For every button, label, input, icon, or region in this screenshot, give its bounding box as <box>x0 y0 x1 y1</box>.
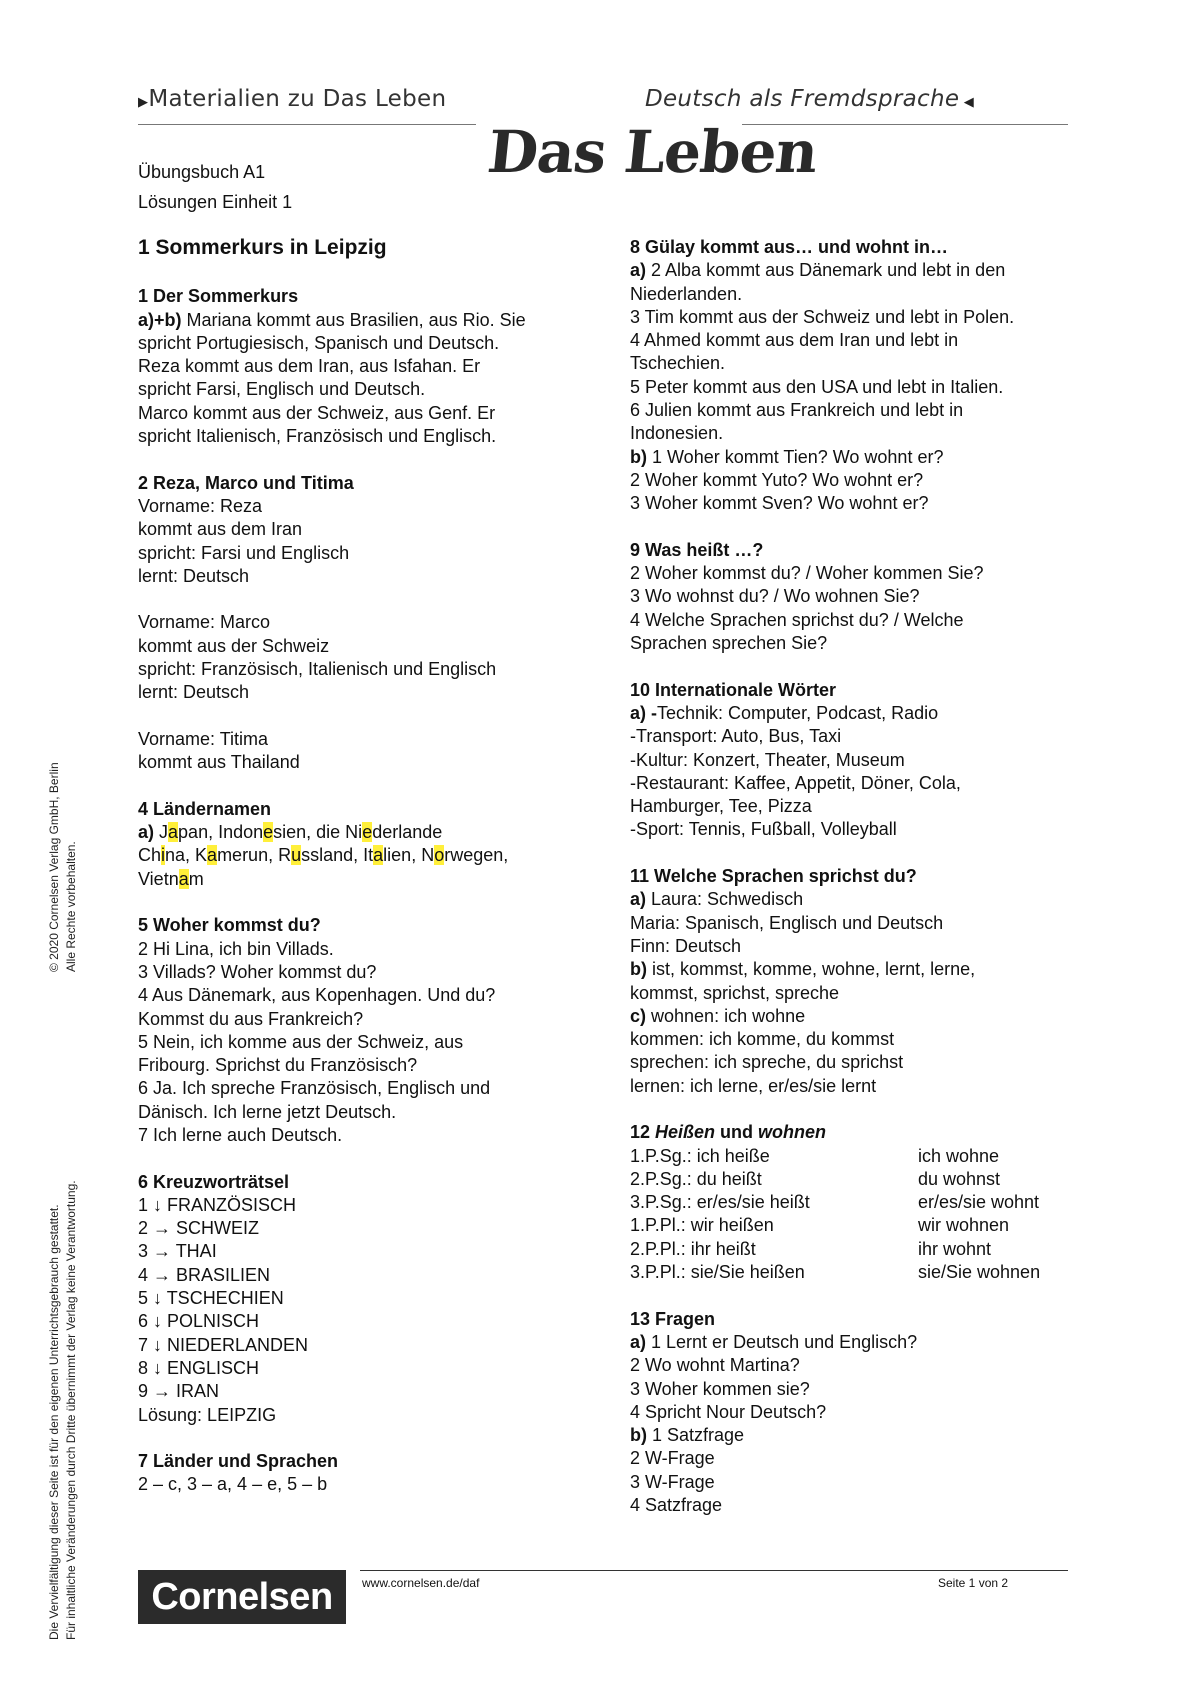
answer-line <box>138 821 578 844</box>
footer-url[interactable]: www.cornelsen.de/daf <box>362 1576 480 1590</box>
exercise-title: 5 Woher kommst du? <box>138 915 321 936</box>
answer-line: 8 ↓ ENGLISCH <box>138 1357 260 1378</box>
conjugation-cell: sie/Sie wohnen <box>918 1262 1041 1283</box>
answer-line: 2 Hi Lina, ich bin Villads. <box>138 938 334 959</box>
answer-line <box>630 446 1090 469</box>
answer-text: ist, kommst, komme, wohne, lernt, lerne, <box>647 959 976 980</box>
answer-line: spricht: Französisch, Italienisch und Englisch <box>138 659 497 680</box>
text-segment: J <box>154 822 169 843</box>
answer-line: Indonesien. <box>630 423 724 444</box>
answer-line: 4 → BRASILIEN <box>138 1264 271 1285</box>
text-segment: derlande <box>372 822 443 843</box>
answer-label: a) <box>138 822 155 843</box>
answer-text: 1 Woher kommt Tien? Wo wohnt er? <box>647 446 944 467</box>
answer-line: 3 Tim kommt aus der Schweiz und lebt in Polen. <box>630 306 1015 327</box>
answer-line: kommt aus dem Iran <box>138 519 303 540</box>
header-right-text: Deutsch als Fremdsprache <box>644 86 960 112</box>
exercise-title: 10 Internationale Wörter <box>630 679 837 700</box>
highlighted-letter: a <box>373 845 384 866</box>
text-segment: na, K <box>165 845 208 866</box>
answer-line: 5 Peter kommt aus den USA und lebt in Italien. <box>630 376 1004 397</box>
answer-line: Fribourg. Sprichst du Französisch? <box>138 1055 418 1076</box>
answer-label: b) <box>630 959 647 980</box>
answer-line <box>630 702 1090 725</box>
highlighted-letter: a <box>168 822 179 843</box>
answer-line <box>630 259 1090 282</box>
highlighted-letter: u <box>291 845 302 866</box>
exercise-title: 8 Gülay kommt aus… und wohnt in… <box>630 237 949 257</box>
answer-line: Hamburger, Tee, Pizza <box>630 796 812 817</box>
conjugation-cell: wir wohnen <box>918 1215 1010 1236</box>
answer-line: 6 ↓ POLNISCH <box>138 1311 260 1332</box>
right-column <box>630 236 1090 1541</box>
answer-line: 7 Ich lerne auch Deutsch. <box>138 1124 343 1145</box>
answer-line: spricht Portugiesisch, Spanisch und Deutsch. <box>138 332 500 353</box>
title-word: Heißen <box>655 1122 716 1143</box>
answer-text: wohnen: ich wohne <box>646 1005 806 1026</box>
text-segment: merun, R <box>217 845 292 866</box>
answer-line: lernt: Deutsch <box>138 565 250 586</box>
exercise-10 <box>630 679 1090 842</box>
cornelsen-logo: Cornelsen <box>138 1570 346 1624</box>
answer-line <box>138 868 578 891</box>
conjugation-table <box>630 1145 1090 1285</box>
triangle-left-icon: ◀ <box>959 95 974 110</box>
answer-line: Sprachen sprechen Sie? <box>630 633 828 654</box>
answer-text: Technik: Computer, Podcast, Radio <box>657 702 939 723</box>
answer-line: 7 ↓ NIEDERLANDEN <box>138 1334 309 1355</box>
answer-line: Tschechien. <box>630 353 726 374</box>
left-column <box>138 236 578 1520</box>
header-left-rule <box>138 124 476 125</box>
header-right <box>645 86 974 112</box>
answer-line: kommt aus Thailand <box>138 752 300 773</box>
text-segment: lien, N <box>383 845 435 866</box>
exercise-title <box>630 1121 1090 1144</box>
text-segment: Vietn <box>138 868 179 889</box>
answer-line: Vorname: Reza <box>138 495 263 516</box>
answer-line: kommt aus der Schweiz <box>138 635 330 656</box>
highlighted-letter: o <box>434 845 445 866</box>
usage-line: Für inhaltliche Veränderungen durch Dritte übernimmt der Verlag keine Verantwortung. <box>64 1180 78 1640</box>
subtitle-unit: Lösungen Einheit 1 <box>138 192 293 212</box>
title-word: wohnen <box>758 1122 827 1143</box>
answer-line: 2 – c, 3 – a, 4 – e, 5 – b <box>138 1474 328 1495</box>
answer-line: Reza kommt aus dem Iran, aus Isfahan. Er <box>138 356 481 377</box>
exercise-12 <box>630 1121 1090 1284</box>
highlighted-letter: e <box>263 822 274 843</box>
answer-line: 4 Ahmed kommt aus dem Iran und lebt in <box>630 330 959 351</box>
exercise-title: 1 Der Sommerkurs <box>138 286 299 307</box>
exercise-1 <box>138 285 578 448</box>
exercise-5 <box>138 914 578 1147</box>
text-segment: m <box>188 868 204 889</box>
answer-line: spricht Farsi, Englisch und Deutsch. <box>138 379 426 400</box>
answer-text: 1 Lernt er Deutsch und Englisch? <box>646 1331 918 1352</box>
answer-line <box>630 1424 1090 1447</box>
answer-line: Finn: Deutsch <box>630 935 742 956</box>
answer-line: 5 Nein, ich komme aus der Schweiz, aus <box>138 1031 464 1052</box>
das-leben-logo: Das Leben <box>484 118 821 186</box>
answer-line: kommst, sprichst, spreche <box>630 982 840 1003</box>
exercise-9 <box>630 539 1090 655</box>
answer-line: Vorname: Titima <box>138 728 269 749</box>
conjugation-cell: 1.P.Pl.: wir heißen <box>630 1215 774 1236</box>
answer-line: 2 Woher kommt Yuto? Wo wohnt er? <box>630 469 924 490</box>
highlighted-letter: a <box>207 845 218 866</box>
exercise-8 <box>630 236 1090 516</box>
exercise-title: 7 Länder und Sprachen <box>138 1451 339 1472</box>
answer-line: Maria: Spanisch, Englisch und Deutsch <box>630 912 944 933</box>
conjugation-cell: 2.P.Pl.: ihr heißt <box>630 1238 756 1259</box>
answer-line: 3 Wo wohnst du? / Wo wohnen Sie? <box>630 586 920 607</box>
answer-line: -Transport: Auto, Bus, Taxi <box>630 726 842 747</box>
conjugation-cell: 1.P.Sg.: ich heiße <box>630 1145 770 1166</box>
answer-line: kommen: ich komme, du kommst <box>630 1029 895 1050</box>
header-left <box>138 86 446 112</box>
answer-line: -Restaurant: Kaffee, Appetit, Döner, Cola, <box>630 772 961 793</box>
exercise-title: 11 Welche Sprachen sprichst du? <box>630 866 917 887</box>
usage-line: Die Vervielfältigung dieser Seite ist für den eigenen Unterrichtsgebrauch gestattet. <box>47 1204 61 1640</box>
exercise-7 <box>138 1450 578 1497</box>
exercise-11 <box>630 865 1090 1098</box>
answer-text: Laura: Schwedisch <box>646 889 804 910</box>
answer-text: 2 Alba kommt aus Dänemark und lebt in den <box>646 260 1006 281</box>
answer-text: 1 Satzfrage <box>647 1425 745 1446</box>
text-segment: ssland, It <box>301 845 374 866</box>
answer-line: -Sport: Tennis, Fußball, Volleyball <box>630 819 897 840</box>
conjugation-cell: 2.P.Sg.: du heißt <box>630 1168 762 1189</box>
answer-line: 6 Ja. Ich spreche Französisch, Englisch und <box>138 1078 491 1099</box>
exercise-13 <box>630 1308 1090 1518</box>
conjugation-cell: ihr wohnt <box>918 1238 992 1259</box>
answer-line <box>630 1005 1090 1028</box>
footer-rule <box>360 1570 1068 1571</box>
conjugation-cell: 3.P.Sg.: er/es/sie heißt <box>630 1192 810 1213</box>
text-segment: pan, Indon <box>178 822 264 843</box>
triangle-right-icon: ▶ <box>138 95 149 110</box>
conjugation-cell: ich wohne <box>918 1145 1000 1166</box>
answer-label: a)+b) <box>138 309 182 330</box>
answer-line: lernen: ich lerne, er/es/sie lernt <box>630 1075 877 1096</box>
answer-line: 3 W-Frage <box>630 1471 715 1492</box>
answer-text: Mariana kommt aus Brasilien, aus Rio. Sie <box>181 309 526 330</box>
subtitle-book: Übungsbuch A1 <box>138 162 266 182</box>
text-segment: rwegen, <box>444 845 509 866</box>
answer-label: a) <box>630 260 647 281</box>
text-segment: sien, die Ni <box>273 822 363 843</box>
highlighted-letter: e <box>362 822 373 843</box>
conjugation-cell: er/es/sie wohnt <box>918 1192 1040 1213</box>
answer-label: a) <box>630 1331 647 1352</box>
answer-line: 3 Woher kommen sie? <box>630 1378 810 1399</box>
exercise-title: 9 Was heißt …? <box>630 539 764 560</box>
answer-line: 2 Wo wohnt Martina? <box>630 1355 800 1376</box>
answer-label: b) <box>630 1425 647 1446</box>
usage-notice <box>46 1180 80 1640</box>
answer-line <box>630 958 1090 981</box>
answer-label: a) - <box>630 702 657 723</box>
answer-line: 9 → IRAN <box>138 1381 220 1402</box>
answer-line: Lösung: LEIPZIG <box>138 1404 277 1425</box>
section-title: 1 Sommerkurs in Leipzig <box>138 236 387 259</box>
page-number: Seite 1 von 2 <box>938 1576 1009 1590</box>
answer-line <box>630 1331 1090 1354</box>
answer-line <box>138 309 578 332</box>
conjugation-cell: 3.P.Pl.: sie/Sie heißen <box>630 1262 805 1283</box>
answer-line: 4 Welche Sprachen sprichst du? / Welche <box>630 609 964 630</box>
answer-line <box>138 844 578 867</box>
answer-label: a) <box>630 889 647 910</box>
exercise-title: 2 Reza, Marco und Titima <box>138 472 354 493</box>
title-number: 12 <box>630 1122 656 1143</box>
answer-line: -Kultur: Konzert, Theater, Museum <box>630 749 905 770</box>
answer-line: 5 ↓ TSCHECHIEN <box>138 1288 284 1309</box>
header-left-text: Materialien zu Das Leben <box>148 86 447 112</box>
answer-line: Dänisch. Ich lerne jetzt Deutsch. <box>138 1101 397 1122</box>
answer-line: 3 → THAI <box>138 1241 217 1262</box>
exercise-title: 4 Ländernamen <box>138 798 272 819</box>
copyright-notice <box>46 762 80 972</box>
answer-line: 4 Spricht Nour Deutsch? <box>630 1401 827 1422</box>
answer-line: 4 Satzfrage <box>630 1495 723 1516</box>
conjugation-cell: du wohnst <box>918 1168 1001 1189</box>
answer-line: 2 W-Frage <box>630 1448 715 1469</box>
copyright-line: Alle Rechte vorbehalten. <box>64 841 78 972</box>
answer-line: 2 → SCHWEIZ <box>138 1218 260 1239</box>
answer-label: b) <box>630 446 647 467</box>
answer-line: Kommst du aus Frankreich? <box>138 1008 364 1029</box>
copyright-line: © 2020 Cornelsen Verlag GmbH, Berlin <box>47 762 61 972</box>
answer-line: 6 Julien kommt aus Frankreich und lebt in <box>630 400 964 421</box>
answer-line: Marco kommt aus der Schweiz, aus Genf. Er <box>138 402 496 423</box>
title-connector: und <box>715 1122 759 1143</box>
answer-line: Niederlanden. <box>630 283 743 304</box>
answer-line: 3 Woher kommt Sven? Wo wohnt er? <box>630 493 929 514</box>
answer-line: spricht Italienisch, Französisch und Englisch. <box>138 426 497 447</box>
exercise-4 <box>138 798 578 891</box>
answer-line <box>630 888 1090 911</box>
answer-line: spricht: Farsi und Englisch <box>138 542 350 563</box>
answer-line: 3 Villads? Woher kommst du? <box>138 961 377 982</box>
exercise-6 <box>138 1171 578 1427</box>
answer-label: c) <box>630 1005 647 1026</box>
answer-line: lernt: Deutsch <box>138 682 250 703</box>
highlighted-letter: i <box>161 845 166 866</box>
highlighted-letter: a <box>178 868 189 889</box>
answer-line: sprechen: ich spreche, du sprichst <box>630 1052 904 1073</box>
exercise-2 <box>138 472 578 775</box>
exercise-title: 6 Kreuzworträtsel <box>138 1171 290 1192</box>
answer-line: 1 ↓ FRANZÖSISCH <box>138 1194 297 1215</box>
answer-line: 2 Woher kommst du? / Woher kommen Sie? <box>630 563 984 584</box>
answer-line: Vorname: Marco <box>138 612 271 633</box>
exercise-title: 13 Fragen <box>630 1308 716 1329</box>
text-segment: Ch <box>138 845 162 866</box>
answer-line: 4 Aus Dänemark, aus Kopenhagen. Und du? <box>138 985 496 1006</box>
